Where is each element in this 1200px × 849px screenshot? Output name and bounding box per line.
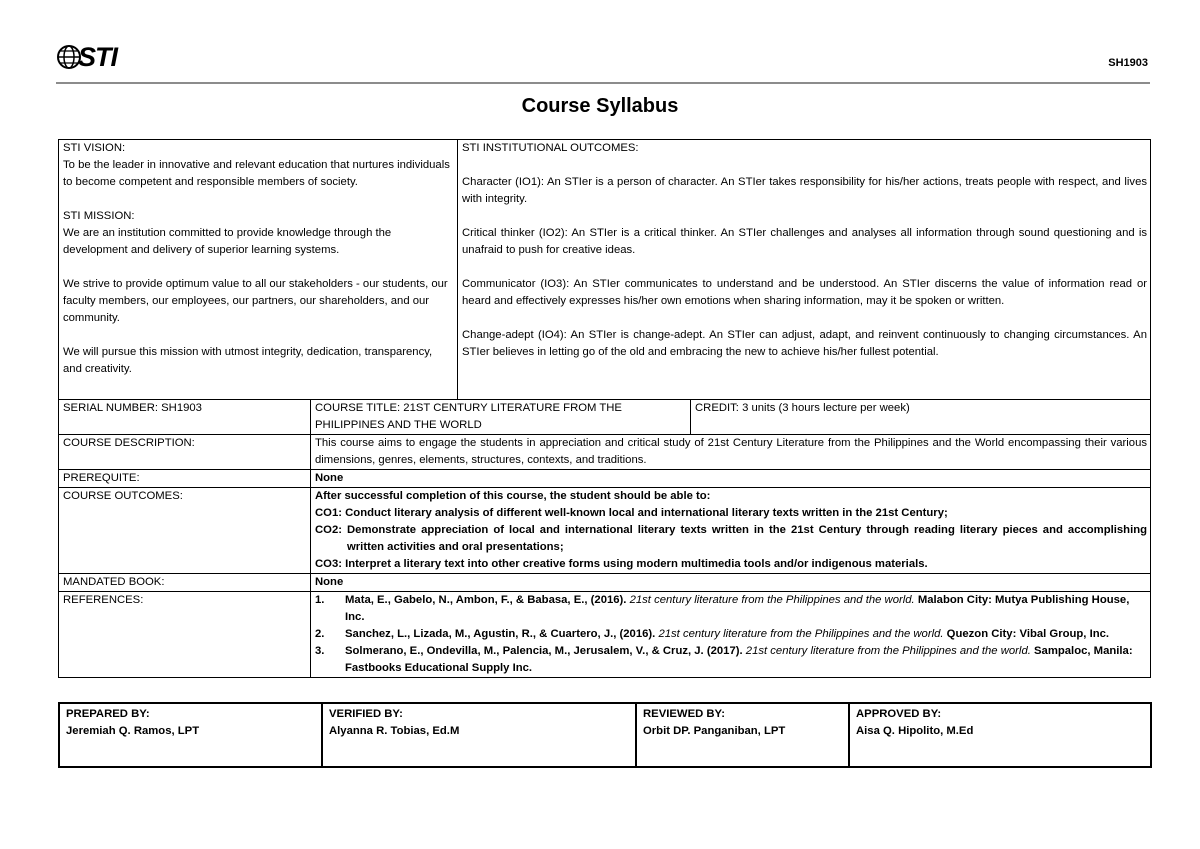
document-code: SH1903 xyxy=(1108,57,1148,69)
outcome-item: Change-adept (IO4): An STIer is change-adept. An STIer can adjust, adapt, and reinvent continuously to changing circumstances. An STIer believes in letting go of the old and embracing the new to achieve his/her fullest potential. xyxy=(462,329,1147,358)
prerequisite-label: PREREQUITE: xyxy=(59,470,311,488)
book-value: None xyxy=(311,574,1151,592)
signatory-role: PREPARED BY: xyxy=(66,708,150,720)
prerequisite-row xyxy=(59,470,1151,488)
signatory-role: APPROVED BY: xyxy=(856,708,942,720)
description-label: COURSE DESCRIPTION: xyxy=(59,435,311,470)
course-outcomes-intro: After successful completion of this course, the student should be able to: xyxy=(315,490,711,502)
vision-mission-row xyxy=(59,140,1151,400)
prerequisite-value: None xyxy=(311,470,1151,488)
outcome-item: Critical thinker (IO2): An STIer is a critical thinker. An STIer challenges and analyses all information through sound questioning and is unafraid to push for creative ideas. xyxy=(462,227,1148,256)
syllabus-table xyxy=(58,139,1151,678)
course-info-row xyxy=(59,400,1151,435)
sti-logo xyxy=(56,42,117,72)
signatory-role: VERIFIED BY: xyxy=(329,708,403,720)
verified-by-cell xyxy=(322,703,636,767)
signatory-name: Alyanna R. Tobias, Ed.M xyxy=(329,725,460,737)
description-row xyxy=(59,435,1151,470)
reference-item: 3. Solmerano, E., Ondevilla, M., Palencia, M., Jerusalem, V., & Cruz, J. (2017). 21st century literature from the Philippines and the world. Sampaloc, Manila: Fastbooks Educational Supply Inc. xyxy=(315,645,1133,674)
references-row xyxy=(59,592,1151,678)
course-outcomes-label: COURSE OUTCOMES: xyxy=(59,488,311,574)
vision-mission-cell xyxy=(59,140,458,400)
approved-by-cell xyxy=(849,703,1151,767)
mission-paragraph: We will pursue this mission with utmost integrity, dedication, transparency, and creativity. xyxy=(63,346,433,375)
reviewed-by-cell xyxy=(636,703,849,767)
page-title: Course Syllabus xyxy=(521,95,679,117)
signatory-name: Jeremiah Q. Ramos, LPT xyxy=(66,725,200,737)
course-outcome-item: CO1: Conduct literary analysis of different well-known local and international literary texts written in the 21st Century; xyxy=(315,507,948,519)
logo-text: STI xyxy=(78,41,118,72)
outcomes-heading: STI INSTITUTIONAL OUTCOMES: xyxy=(462,142,639,154)
course-title: COURSE TITLE: 21ST CENTURY LITERATURE FROM THE PHILIPPINES AND THE WORLD xyxy=(311,400,691,435)
mission-paragraph: We are an institution committed to provide knowledge through the development and delivery of superior learning systems. xyxy=(63,227,392,256)
outcome-item: Character (IO1): An STIer is a person of character. An STIer takes responsibility for his/her actions, treats people with respect, and lives with integrity. xyxy=(462,176,1147,205)
course-outcome-item: CO2: Demonstrate appreciation of local and international literary texts written in the 21st Century through reading literary pieces and accomplishing written activities and oral presentations; xyxy=(315,524,1148,553)
outcome-item: Communicator (IO3): An STIer communicates to understand and be understood. An STIer discerns the value of information read or heard and effectively expresses his/her own emotions when sharing information, may it be spoken or written. xyxy=(462,278,1148,307)
book-row xyxy=(59,574,1151,592)
book-label: MANDATED BOOK: xyxy=(59,574,311,592)
reference-item: 1. Mata, E., Gabelo, N., Ambon, F., & Babasa, E., (2016). 21st century literature from the Philippines and the world. Malabon City: Mutya Publishing House, Inc. xyxy=(315,594,1130,623)
serial-number: SERIAL NUMBER: SH1903 xyxy=(59,400,311,435)
signatory-name: Orbit DP. Panganiban, LPT xyxy=(643,725,786,737)
reference-item: 2. Sanchez, L., Lizada, M., Agustin, R., & Cuartero, J., (2016). 21st century literature from the Philippines and the world. Quezon City: Vibal Group, Inc. xyxy=(315,628,1110,640)
institutional-outcomes-cell xyxy=(458,140,1151,400)
mission-paragraph: We strive to provide optimum value to all our stakeholders - our students, our faculty members, our employees, our partners, our shareholders, and our community. xyxy=(63,278,448,324)
header-divider xyxy=(56,82,1150,84)
signatory-name: Aisa Q. Hipolito, M.Ed xyxy=(856,725,974,737)
mission-heading: STI MISSION: xyxy=(63,210,135,222)
credit: CREDIT: 3 units (3 hours lecture per week) xyxy=(691,400,1151,435)
references-label: REFERENCES: xyxy=(59,592,311,678)
references-list xyxy=(315,592,1147,677)
vision-text: To be the leader in innovative and relevant education that nurtures individuals to become competent and responsible members of society. xyxy=(63,159,450,188)
course-outcomes-cell xyxy=(311,488,1151,574)
signatories-table xyxy=(58,702,1152,768)
vision-heading: STI VISION: xyxy=(63,142,126,154)
signatory-role: REVIEWED BY: xyxy=(643,708,726,720)
description-text: This course aims to engage the students in appreciation and critical study of 21st Century Literature from the Philippines and the World encompassing their various dimensions, genres, elements, structures, contexts, and traditions. xyxy=(311,435,1151,470)
course-outcome-item: CO3: Interpret a literary text into other creative forms using modern multimedia tools and/or indigenous materials. xyxy=(315,558,928,570)
references-cell xyxy=(311,592,1151,678)
course-outcomes-row xyxy=(59,488,1151,574)
prepared-by-cell xyxy=(59,703,322,767)
